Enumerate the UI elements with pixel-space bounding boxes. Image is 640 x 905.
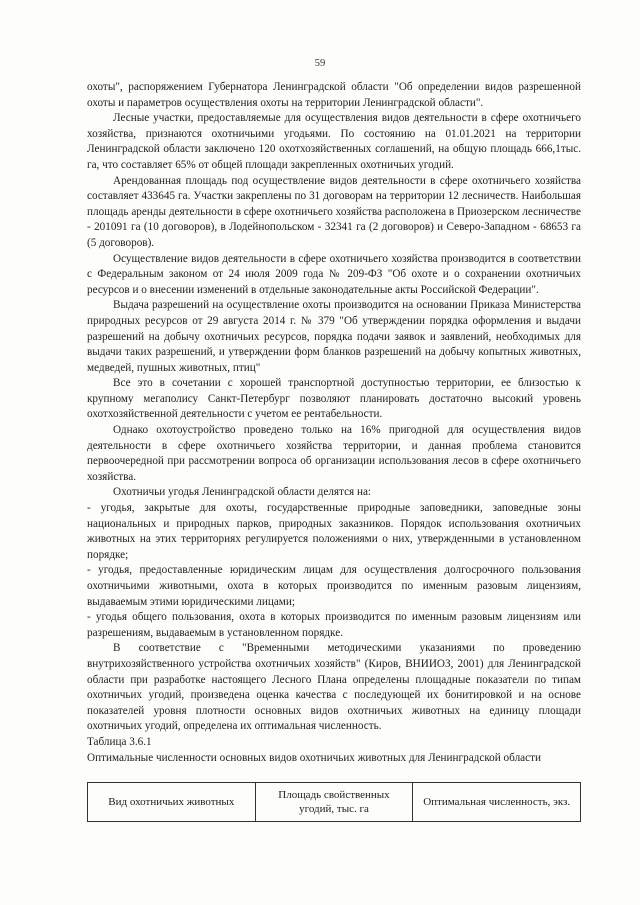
list-item: - угодья, закрытые для охоты, государственные природные заповедники, заповедные зоны национальных и природных парков, природных заказников. Порядок использования охотничьих животных на этих территориях регулируется положениями о них, утвержденными в установленном порядке;: [87, 502, 581, 561]
paragraph: Охотничьи угодья Ленинградской области делятся на:: [113, 486, 372, 499]
paragraph: охоты", распоряжением Губернатора Ленинградской области "Об определении видов разрешенной охоты и параметров осуществления охоты на территории Ленинградской области".: [87, 81, 581, 109]
paragraph: Осуществление видов деятельности в сфере охотничьего хозяйства производится в соответствии с Федеральным законом от 24 июля 2009 года № 209-ФЗ "Об охоте и о сохранении охотничьих ресурсов и о внесении изменений в отдельные законодательные акты Российской Федерации".: [87, 252, 581, 296]
page-number: 59: [314, 58, 326, 69]
table-header-cell: Оптимальная численность, экз.: [413, 783, 581, 822]
table-header-row: [88, 783, 581, 822]
paragraph: Все это в сочетании с хорошей транспортной доступностью территории, ее близостью к крупному мегаполису Санкт-Петербург позволяют планировать достаточно высокий уровень охотхозяйственной деятельности с учетом ее рентабельности.: [87, 377, 581, 421]
paragraph: В соответствие с "Временными методическими указаниями по проведению внутрихозяйственного устройства охотничьих хозяйств" (Киров, ВНИИОЗ, 2001) для Ленинградской области при разработке настоящего Лесного Плана определены площадные показатели по типам охотничьих угодий, произведена оценка качества с последующей их бонитировкой и на основе показателей уровня плотности основных видов охотничьих животных на единицу площади охотничьих угодий, определена их оптимальная численность.: [87, 642, 581, 733]
table-header-cell: Вид охотничьих животных: [88, 783, 256, 822]
paragraph: Выдача разрешений на осуществление охоты производится на основании Приказа Министерства природных ресурсов от 29 августа 2014 г. № 379 "Об утверждении порядка оформления и выдачи разрешений на добычу охотничьих ресурсов, порядка подачи заявок и заявлений, необходимых для выдачи таких разрешений, и утверждении форм бланков разрешений на добычу копытных животных, медведей, пушных животных, птиц": [87, 299, 581, 374]
table-label: Таблица 3.6.1: [87, 735, 152, 748]
population-table: [87, 782, 581, 822]
paragraph: Однако охотоустройство проведено только на 16% пригодной для осуществления видов деятельности в сфере охотничьего хозяйства территории, и данная проблема становится первоочередной при рассмотрении вопроса об организации использования лесов в сфере охотничьего хозяйства.: [87, 424, 581, 483]
paragraph: Арендованная площадь под осуществление видов деятельности в сфере охотничьего хозяйства составляет 433645 га. Участки закреплены по 31 договорам на территории 12 лесничеств. Наибольшая площадь аренды деятельности в сфере охотничьего хозяйства расположена в Приозерском лесничестве - 201091 га (10 договоров), в Лодейнопольском - 32341 га (2 договоров) и Северо-Западном - 68653 га (5 договоров).: [87, 174, 581, 249]
list-item: - угодья общего пользования, охота в которых производится по именным разовым лицензиям или разрешениям, выдаваемым в установленном порядке.: [87, 611, 581, 639]
table-title: Оптимальные численности основных видов охотничьих животных для Ленинградской области: [87, 751, 541, 764]
table-header-cell: Площадь свойственных угодий, тыс. га: [255, 783, 413, 822]
list-item: - угодья, предоставленные юридическим лицам для осуществления долгосрочного пользования охотничьими животными, охота в которых производится по именным разовым лицензиям, выдаваемым этими юридическими лицами;: [87, 564, 581, 608]
body-text: [87, 80, 581, 766]
paragraph: Лесные участки, предоставляемые для осуществления видов деятельности в сфере охотничьего хозяйства, признаются охотничьими угодьями. По состоянию на 01.01.2021 на территории Ленинградской области заключено 120 охотхозяйственных соглашений, на общую площадь 666,1тыс. га, что составляет 65% от общей площади закрепленных охотничьих угодий.: [87, 112, 581, 171]
